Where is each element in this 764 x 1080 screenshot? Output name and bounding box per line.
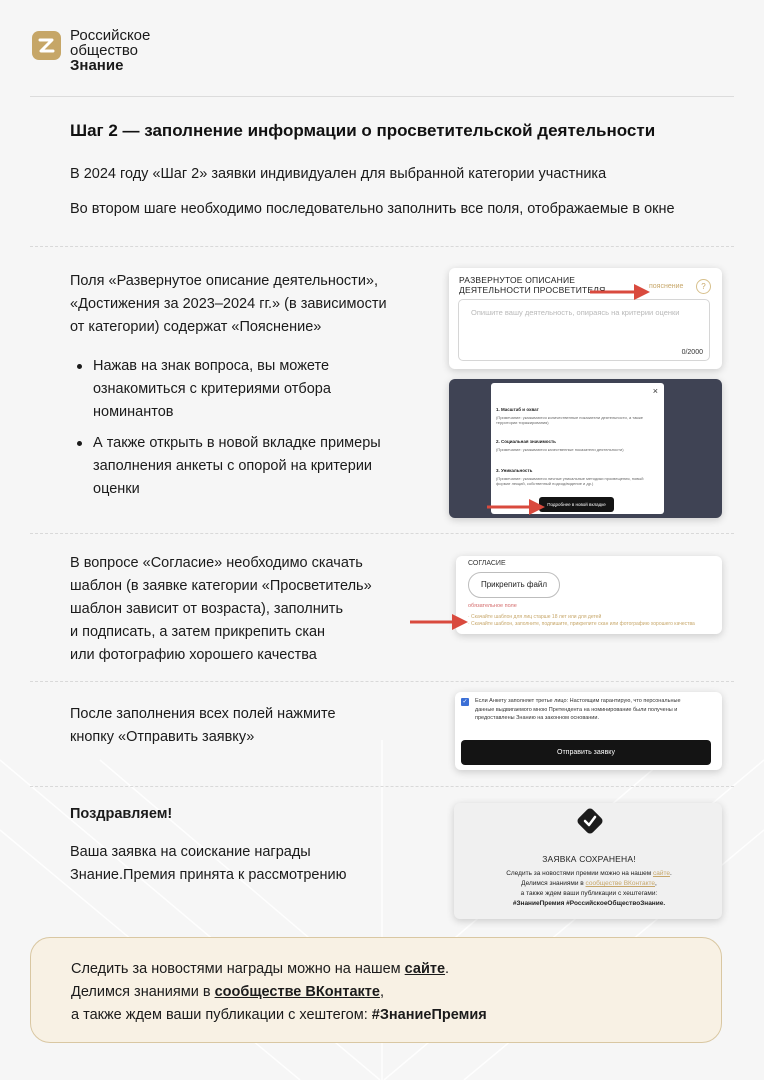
section2-line-4: и подписать, а затем прикрепить скан [70,624,326,640]
field-title-line-1: РАЗВЕРНУТОЕ ОПИСАНИЕ [459,275,576,285]
footer-text: , [379,984,384,1000]
section2-line-1: В вопросе «Согласие» необходимо скачать [70,555,363,571]
required-hint: обязательное поле [468,603,517,609]
criterion-2-title: 2. Социальная значимость [496,439,556,444]
explanation-link[interactable]: пояснение [649,283,684,290]
section3-text [70,703,336,749]
footer-line-3 [71,1004,487,1027]
submit-application-button[interactable]: Отправить заявку [461,740,711,765]
section1-line-3: от категории) содержат «Пояснение» [70,319,322,335]
char-counter: 0/2000 [681,349,703,356]
page-title: Шаг 2 — заполнение информации о просветительской деятельности [70,121,656,140]
criteria-modal [491,383,664,514]
section4-line-2: Знание.Премия принята к рассмотрению [70,867,347,883]
criterion-2-note: (Примечание: указываются качественные показатели деятельности) [496,447,624,452]
description-field-screenshot [449,268,722,369]
criterion-1-note: (Примечание: указываются количественные показатели деятельности, а также территории тиражирования) [496,415,643,425]
bullet2-line-1: А также открыть в новой вкладке примеры [93,435,381,451]
application-saved-screenshot [454,803,722,919]
saved-text: Следить за новостями премии можно на нашем [506,870,653,877]
footer-vk-link[interactable]: сообществе ВКонтакте [214,984,380,1000]
section4-text [70,841,346,887]
section2-line-5: или фотографию хорошего качества [70,647,317,663]
checkmark-icon [575,806,605,836]
criterion-1-title: 1. Масштаб и охват [496,407,539,412]
section-divider [30,681,734,682]
footer-line-1 [71,958,449,981]
list-item [70,355,381,424]
znanie-logo-icon [32,31,61,60]
saved-text: , [655,880,657,887]
footer-text: Следить за новостями награды можно на нашем [71,961,405,977]
footer-line-2 [71,981,384,1004]
consent-label: СОГЛАСИЕ [468,560,506,567]
field-title [459,275,605,295]
section-divider [30,246,734,247]
template-download-links[interactable] [468,614,695,628]
logo [32,28,150,73]
intro-line-1: В 2024 году «Шаг 2» заявки индивидуален для выбранной категории участника [70,166,607,182]
footer-text: . [445,961,450,977]
bullet1-line-2: ознакомиться с критериями отбора [93,381,331,397]
saved-text: а также ждем ваши публикации с хештегами: [520,890,658,897]
vk-link[interactable]: сообществе ВКонтакте [585,880,656,887]
section-divider [30,786,734,787]
intro-line-2: Во втором шаге необходимо последовательно заполнить все поля, отображаемые в окне [70,201,675,217]
consent-checkbox[interactable]: ✓ [462,699,468,705]
description-textarea[interactable] [458,299,710,361]
question-icon[interactable]: ? [696,279,711,294]
footer-text: Делимся знаниями в [71,984,215,1000]
field-title-line-2: ДЕЯТЕЛЬНОСТИ ПРОСВЕТИТЕЛЯ [459,285,606,295]
header-divider [30,96,734,97]
site-link[interactable]: сайте [652,870,670,877]
criterion-3-title: 3. Уникальность [496,468,533,473]
bullet1-line-3: номинантов [93,404,174,420]
section3-line-1: После заполнения всех полей нажмите [70,706,336,722]
section2-line-2: шаблон (в заявке категории «Просветитель» [70,578,372,594]
logo-line-2: общество [70,42,138,59]
bullet1-line-1: Нажав на знак вопроса, вы можете [93,358,330,374]
congrats-heading: Поздравляем! [70,806,173,822]
saved-body [454,869,722,909]
bullet2-line-2: заполнения анкеты с опорой на критерии [93,458,373,474]
section1-line-2: «Достижения за 2023–2024 гг.» (в зависимости [70,296,387,312]
submit-screenshot [455,692,722,770]
template-link-line-2: · Скачайте шаблон, заполните, подпишите, прикрепите скан или фотографию хорошего качества [468,621,695,627]
section3-line-2: кнопку «Отправить заявку» [70,729,255,745]
attach-file-button[interactable]: Прикрепить файл [468,572,560,598]
bullet2-line-3: оценки [93,481,140,497]
section1-text [70,270,387,339]
third-party-consent-text: Если Анкету заполняет третье лицо: Настоящим гарантирую, что персональные данные выдвигаемого мною Претендента на номинирование были получены и предоставлены Знанию на законном основании. [475,698,681,721]
footer-text: а также ждем ваши публикации с хештегом: [71,1007,372,1023]
section1-bullets [70,355,381,509]
logo-text [70,28,150,73]
saved-text: . [669,870,672,877]
section-divider [30,533,734,534]
template-link-line-1[interactable]: · Скачайте шаблон для лиц старше 18 лет или для детей [468,614,602,620]
list-item [70,432,381,501]
section1-line-1: Поля «Развернутое описание деятельности», [70,273,379,289]
criterion-3-note: (Примечание: указываются личные уникальные методики просвещения, новый формат лекций, собственный подход/видение и др.) [496,476,644,486]
arrow-icon [410,612,470,632]
arrow-icon [487,497,547,517]
footer-site-link[interactable]: сайте [404,961,446,977]
saved-title: ЗАЯВКА СОХРАНЕНА! [542,854,636,864]
saved-hashtags: #ЗнаниеПремия #РоссийскоеОбществоЗнание. [512,900,666,907]
textarea-placeholder: Опишите вашу деятельность, опираясь на критерии оценки [471,308,680,317]
section4-line-1: Ваша заявка на соискание награды [70,844,311,860]
arrow-icon [590,282,652,302]
footer-hashtag: #ЗнаниеПремия [371,1007,487,1023]
logo-line-1: Российское [70,27,151,44]
consent-upload-screenshot [456,556,722,634]
footer-banner [30,937,722,1043]
open-new-tab-button[interactable]: Подробнее в новой вкладке [539,497,614,512]
section2-line-3: шаблон зависит от возраста), заполнить [70,601,343,617]
section2-text [70,552,372,667]
saved-text: Делимся знаниями в [521,880,586,887]
close-icon[interactable]: × [652,386,658,396]
logo-line-3: Знание [70,57,124,74]
